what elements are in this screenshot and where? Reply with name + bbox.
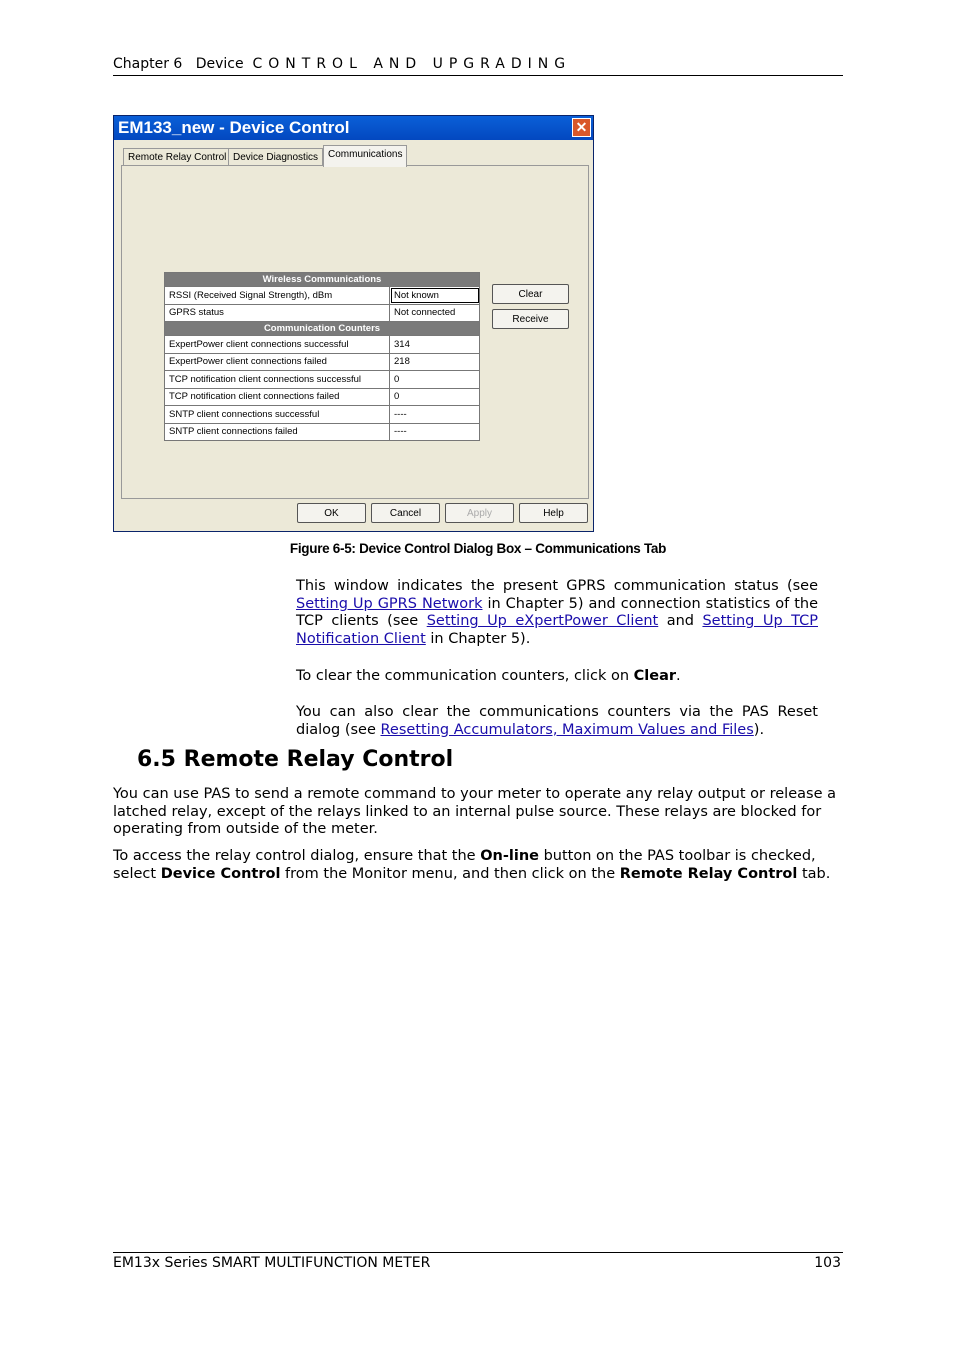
row-value[interactable]: 218 xyxy=(390,353,480,371)
tab-panel xyxy=(121,165,589,499)
text: To clear the communication counters, click on xyxy=(296,668,634,684)
table-row xyxy=(165,371,480,389)
table-row xyxy=(165,304,480,322)
link-gprs-network[interactable]: Setting Up GPRS Network xyxy=(296,595,483,612)
tab-device-diagnostics[interactable]: Device Diagnostics xyxy=(228,148,323,166)
paragraph-clear xyxy=(296,668,818,686)
text: You can also clear the communications counters via the PAS Reset dialog (see xyxy=(296,704,818,738)
paragraph-relay-intro: You can use PAS to send a remote command to your meter to operate any relay output or release a latched relay, except of the relays linked to an internal pulse source. These relays are blocked for operating from outside of the meter. xyxy=(113,786,836,838)
text: in Chapter 5) and connection statistics of the TCP clients (see xyxy=(296,595,818,630)
header-title-spaced: CONTROL AND UPGRADING xyxy=(252,56,572,72)
help-button[interactable]: Help xyxy=(519,503,588,523)
row-label: GPRS status xyxy=(165,304,390,322)
link-expertpower-client[interactable]: Setting Up eXpertPower Client xyxy=(426,613,659,630)
link-resetting-accumulators[interactable]: Resetting Accumulators, Maximum Values and Files xyxy=(380,721,754,738)
row-value[interactable]: 0 xyxy=(390,371,480,389)
bold-text: Remote Relay Control xyxy=(619,865,798,882)
text: in Chapter 5). xyxy=(425,630,531,647)
header-chapter: Chapter 6 xyxy=(113,56,183,72)
header-title: Device xyxy=(195,56,244,72)
text: from the Monitor menu, and then click on the xyxy=(280,865,620,882)
page-number: 103 xyxy=(814,1255,841,1271)
text: This window indicates the present GPRS communication status (see xyxy=(296,578,818,594)
figure-caption: Figure 6-5: Device Control Dialog Box – Communications Tab xyxy=(289,541,667,556)
paragraph-relay-access xyxy=(113,848,838,883)
row-label: SNTP client connections successful xyxy=(165,406,390,424)
row-value[interactable]: ---- xyxy=(390,423,480,441)
section-counters: Communication Counters xyxy=(165,322,480,336)
link-tcp-notification-client[interactable]: Setting Up TCP Notification Client xyxy=(296,613,818,647)
receive-button[interactable]: Receive xyxy=(492,309,569,329)
table-row xyxy=(165,423,480,441)
ok-button[interactable]: OK xyxy=(297,503,366,523)
text: tab. xyxy=(797,865,831,882)
apply-button[interactable]: Apply xyxy=(445,503,514,523)
paragraph-reset xyxy=(296,704,818,739)
cancel-button[interactable]: Cancel xyxy=(371,503,440,523)
bold-text: On-line xyxy=(480,848,539,864)
table-row xyxy=(165,388,480,406)
tab-remote-relay-control[interactable]: Remote Relay Control xyxy=(123,148,231,166)
bold-text: Clear xyxy=(633,668,677,684)
row-value[interactable]: 0 xyxy=(390,388,480,406)
page-header xyxy=(113,56,843,76)
row-label: RSSI (Received Signal Strength), dBm xyxy=(165,287,390,305)
row-value[interactable]: Not connected xyxy=(390,304,480,322)
section-heading: 6.5 Remote Relay Control xyxy=(137,747,454,772)
table-row xyxy=(165,287,480,305)
clear-button[interactable]: Clear xyxy=(492,284,569,304)
table-row xyxy=(165,353,480,371)
paragraph-status xyxy=(296,578,818,648)
page-footer xyxy=(113,1252,843,1271)
table-row xyxy=(165,336,480,354)
text: ). xyxy=(753,721,765,738)
footer-title: EM13x Series SMART MULTIFUNCTION METER xyxy=(113,1255,431,1271)
text: button on the PAS toolbar is checked, select xyxy=(113,848,816,882)
row-value[interactable]: ---- xyxy=(390,406,480,424)
row-value[interactable]: 314 xyxy=(390,336,480,354)
dialog-title: EM133_new - Device Control xyxy=(118,118,350,137)
close-icon[interactable]: ✕ xyxy=(572,118,591,137)
row-label: ExpertPower client connections successful xyxy=(165,336,390,354)
row-label: ExpertPower client connections failed xyxy=(165,353,390,371)
row-label: TCP notification client connections successful xyxy=(165,371,390,389)
text: . xyxy=(676,668,681,684)
dialog-titlebar[interactable] xyxy=(114,116,593,140)
bold-text: Device Control xyxy=(160,865,281,882)
text: and xyxy=(658,613,703,630)
row-label: TCP notification client connections failed xyxy=(165,388,390,406)
device-control-dialog xyxy=(113,115,594,532)
section-wireless: Wireless Communications xyxy=(165,273,480,287)
row-value[interactable]: Not known xyxy=(390,287,480,305)
communications-table xyxy=(164,272,480,441)
text: To access the relay control dialog, ensure that the xyxy=(113,848,481,864)
row-label: SNTP client connections failed xyxy=(165,423,390,441)
tab-communications[interactable]: Communications xyxy=(323,145,407,167)
table-row xyxy=(165,406,480,424)
